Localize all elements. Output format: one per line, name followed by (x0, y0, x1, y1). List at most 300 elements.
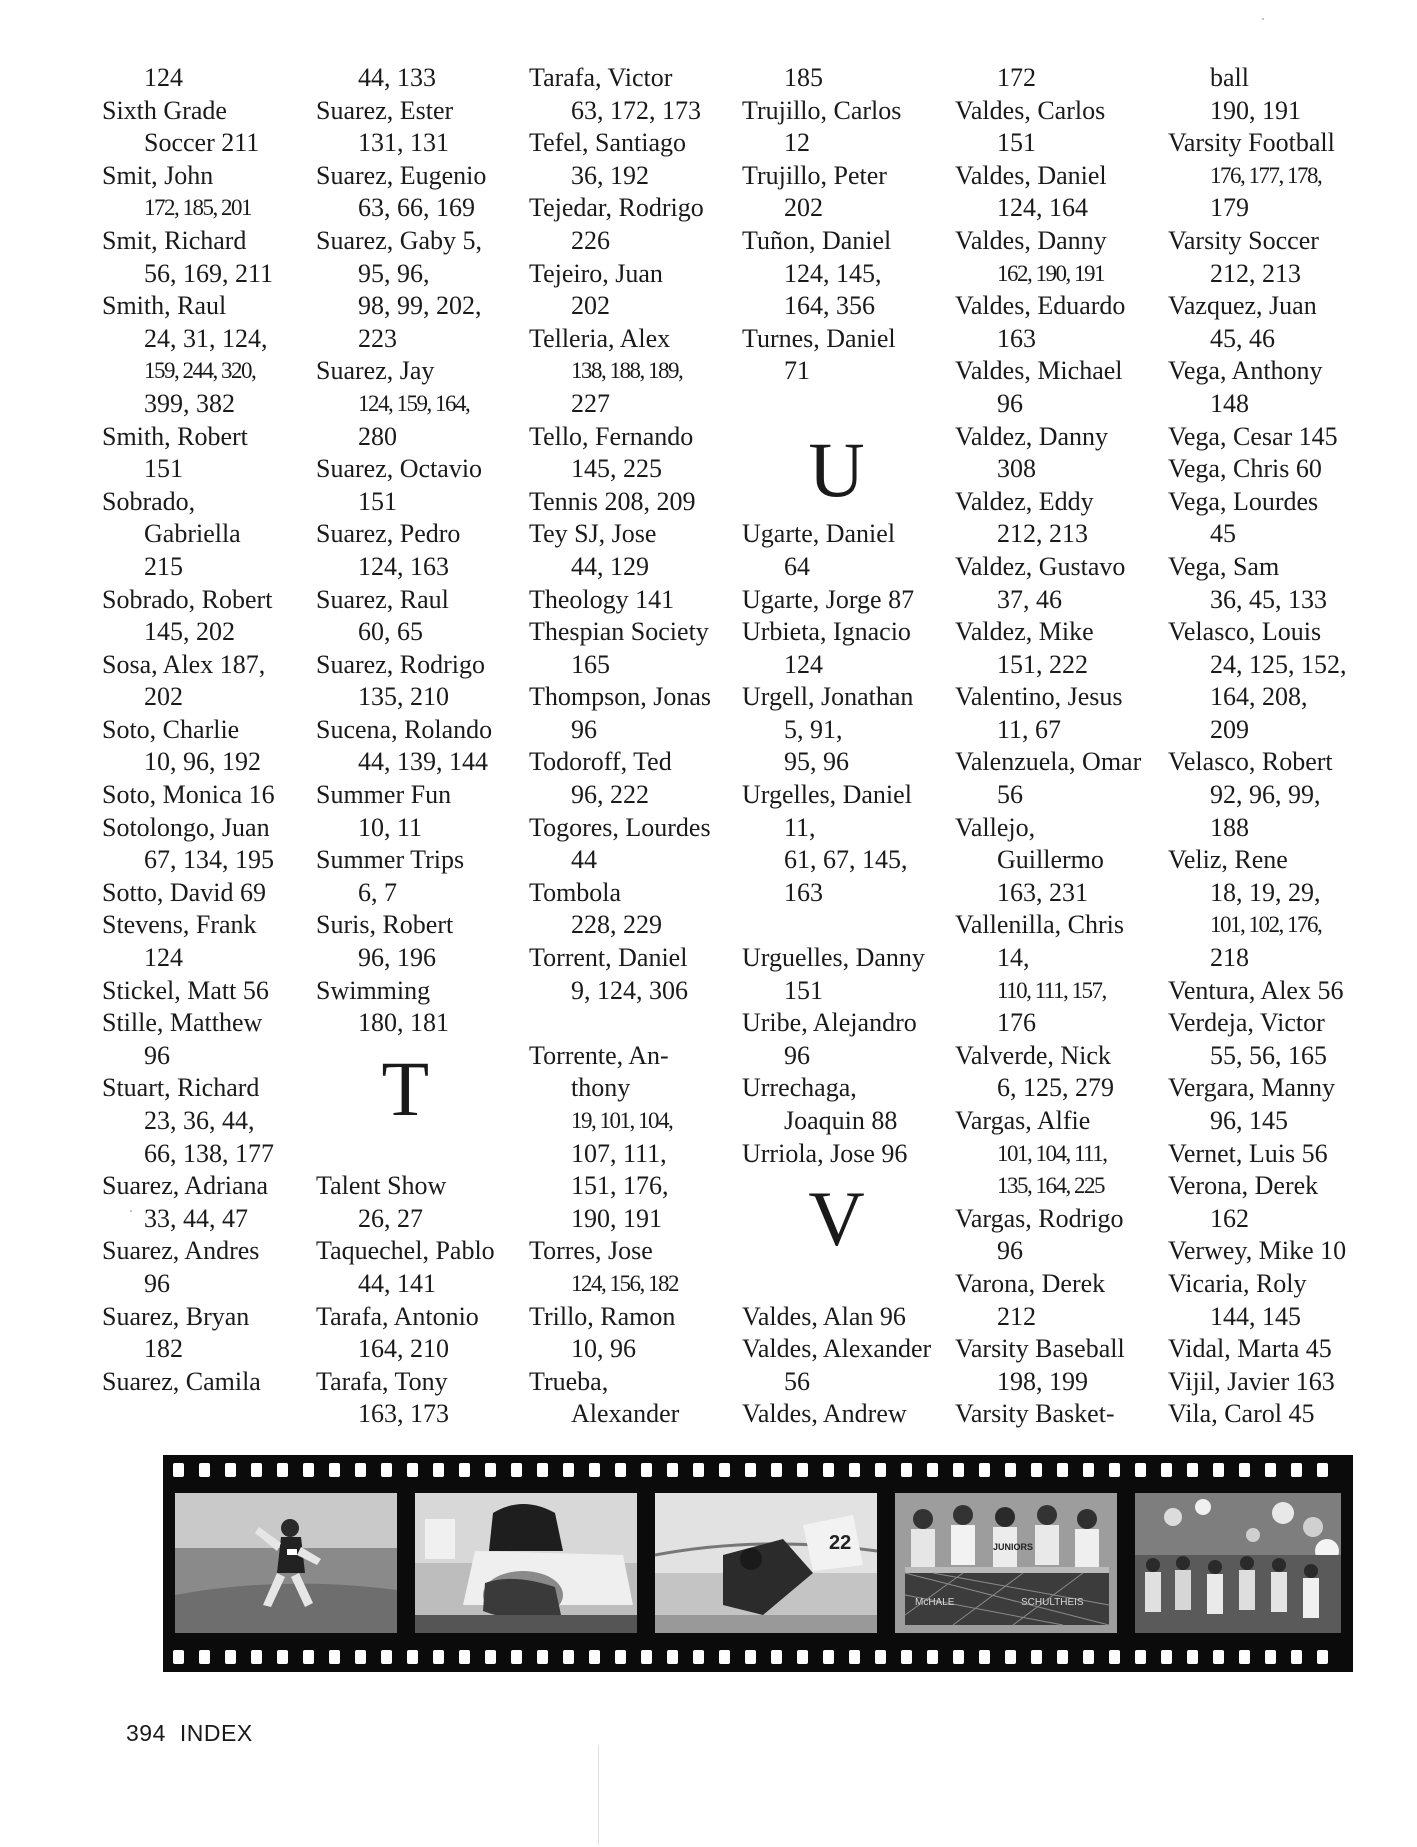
index-entry: Tuñon, Daniel (742, 225, 892, 255)
sprocket-hole (1031, 1650, 1042, 1664)
index-entry: Valdes, Eduardo (955, 291, 1126, 321)
spacer (529, 1007, 711, 1040)
index-entry: Torrent, Daniel (529, 943, 688, 973)
index-page-refs: 24, 125, 152, (1210, 649, 1347, 679)
index-page-refs: 179 (1210, 193, 1249, 223)
index-page-refs: 18, 19, 29, (1210, 877, 1321, 907)
index-page-refs: 9, 124, 306 (571, 975, 688, 1005)
index-entry: Varsity Basket- (955, 1399, 1115, 1429)
index-page-refs: 228, 229 (571, 910, 662, 940)
index-page-refs: 165 (571, 649, 610, 679)
index-entry: Talent Show (316, 1171, 447, 1201)
section-letter: T (381, 1044, 430, 1132)
index-page-refs: 5, 91, (784, 714, 843, 744)
sprocket-hole (615, 1650, 626, 1664)
index-entry: Todoroff, Ted (529, 747, 672, 777)
index-page-refs: 162, 190, 191 (997, 260, 1104, 286)
index-entry: Vallenilla, Chris (955, 910, 1124, 940)
index-entry: Vidal, Marta 45 (1168, 1334, 1332, 1364)
index-entry: Torres, Jose (529, 1236, 653, 1266)
sprocket-hole (849, 1650, 860, 1664)
index-entry: Vargas, Alfie (955, 1106, 1091, 1135)
index-entry: Vega, Cesar 145 (1168, 421, 1338, 451)
index-entry: Valenzuela, Omar (955, 747, 1142, 777)
index-page-refs: 124 (144, 943, 183, 973)
index-entry: Suarez, Gaby 5, (316, 225, 483, 255)
index-entry: Telleria, Alex (529, 323, 671, 353)
sprocket-hole (563, 1650, 574, 1664)
index-entry: Ventura, Alex 56 (1168, 975, 1344, 1005)
index-page-refs: 56, 169, 211 (144, 258, 274, 288)
sprocket-hole (615, 1463, 626, 1477)
index-entry: Suarez, Eugenio (316, 160, 487, 190)
sprocket-hole (745, 1650, 756, 1664)
fold-line (598, 1745, 599, 1845)
index-entry: Tejeiro, Juan (529, 258, 663, 288)
sprocket-hole (537, 1463, 548, 1477)
index-entry: Tefel, Santiago (529, 128, 687, 158)
index-page-refs: 138, 188, 189, (571, 358, 683, 384)
juniors-crowd-photo (895, 1493, 1117, 1633)
index-page-refs: 162 (1210, 1203, 1249, 1233)
index-entry: Smit, John (102, 160, 214, 190)
index-page-refs: 110, 111, 157, (997, 977, 1106, 1003)
index-entry: Valdez, Danny (955, 421, 1109, 451)
index-entry: Trujillo, Carlos (742, 95, 902, 125)
index-page-refs: 98, 99, 202, (358, 291, 482, 321)
index-page-refs: 144, 145 (1210, 1301, 1301, 1331)
index-page-refs: 172, 185, 201 (144, 195, 251, 221)
index-entry: Verdeja, Victor (1168, 1008, 1325, 1038)
index-entry: Ugarte, Daniel (742, 519, 896, 549)
index-entry: Summer Trips (316, 845, 465, 875)
index-entry: Soto, Charlie (102, 714, 240, 744)
sprocket-hole (173, 1463, 184, 1477)
index-entry: Suarez, Pedro (316, 519, 461, 549)
index-page-refs: 96, 196 (358, 943, 436, 973)
index-entry: Tarafa, Tony (316, 1366, 448, 1396)
sprocket-hole (251, 1650, 262, 1664)
index-entry: Smit, Richard (102, 225, 247, 255)
speck-1 (1262, 18, 1264, 20)
sprocket-hole (1161, 1650, 1172, 1664)
index-page-refs: 176 (997, 1008, 1036, 1038)
sprocket-hole (797, 1463, 808, 1477)
index-page-refs: 55, 56, 165 (1210, 1040, 1327, 1070)
index-page-refs: 215 (144, 551, 183, 581)
sprocket-hole (953, 1463, 964, 1477)
index-page-refs: 151 (144, 454, 183, 484)
sprocket-hole (1213, 1650, 1224, 1664)
index-page-refs: 33, 44, 47 (144, 1203, 248, 1233)
sprocket-hole (1239, 1650, 1250, 1664)
index-entry: Vijil, Javier 163 (1168, 1366, 1335, 1396)
spacer (742, 1268, 931, 1301)
index-page-refs: 10, 96 (571, 1334, 636, 1364)
index-page-refs: 163, 231 (997, 877, 1088, 907)
index-page-refs: 198, 199 (997, 1366, 1088, 1396)
index-page-refs: 44 (571, 845, 597, 875)
sprocket-hole (225, 1650, 236, 1664)
sprocket-hole (823, 1463, 834, 1477)
index-page-refs: 96 (997, 388, 1023, 418)
index-page-refs: 172 (997, 63, 1036, 92)
index-entry: Trujillo, Peter (742, 160, 887, 190)
sprocket-hole (641, 1463, 652, 1477)
index-page-refs: 148 (1210, 388, 1249, 418)
index-entry: Suarez, Raul (316, 584, 449, 614)
index-page-refs: 212 (997, 1301, 1036, 1331)
index-page-refs: 145, 202 (144, 617, 235, 647)
index-page-refs: 163 (997, 323, 1036, 353)
index-page-refs: 6, 125, 279 (997, 1073, 1114, 1103)
sprocket-hole (563, 1463, 574, 1477)
sprocket-hole (485, 1463, 496, 1477)
index-entry: Suarez, Jay (316, 356, 435, 386)
index-entry: Valdes, Carlos (955, 95, 1106, 125)
sprocket-hole (537, 1650, 548, 1664)
index-page-refs: 96 (571, 714, 597, 744)
index-entry: Valentino, Jesus (955, 682, 1123, 712)
sprocket-hole (953, 1650, 964, 1664)
index-page-refs: 63, 172, 173 (571, 95, 701, 125)
index-page-refs: 44, 139, 144 (358, 747, 488, 777)
index-page-refs: 308 (997, 454, 1036, 484)
index-entry: Theology 141 (529, 584, 675, 614)
index-page-refs: 12 (784, 128, 810, 158)
index-page-refs: 176, 177, 178, (1210, 162, 1322, 188)
index-entry: Urriola, Jose 96 (742, 1138, 908, 1168)
index-page-refs: 182 (144, 1334, 183, 1364)
sprocket-hole (1057, 1650, 1068, 1664)
index-entry: Summer Fun (316, 780, 452, 810)
index-entry: Suarez, Camila (102, 1366, 261, 1396)
index-entry: Sixth Grade (102, 95, 227, 125)
index-entry: Swimming (316, 975, 431, 1005)
index-page-refs: 44, 129 (571, 551, 649, 581)
juniors-banner-text: JUNIORS (993, 1542, 1034, 1552)
sprocket-hole (1109, 1463, 1120, 1477)
index-entry: Vega, Lourdes (1168, 486, 1319, 516)
sprocket-hole (199, 1463, 210, 1477)
sprocket-hole (1057, 1463, 1068, 1477)
index-entry: Vargas, Rodrigo (955, 1203, 1124, 1233)
sprocket-hole (277, 1463, 288, 1477)
index-page-refs: 218 (1210, 943, 1249, 973)
index-page-refs: Soccer 211 (144, 128, 260, 158)
index-page-refs: 151 (997, 128, 1036, 158)
index-entry: Suarez, Octavio (316, 454, 483, 484)
index-column-2 (316, 62, 495, 1431)
index-page-refs: 124, 145, (784, 258, 882, 288)
sprocket-hole (303, 1463, 314, 1477)
index-entry: Vallejo, (955, 812, 1036, 842)
sprocket-hole (1317, 1463, 1328, 1477)
index-page-refs: 399, 382 (144, 388, 235, 418)
index-entry: Stuart, Richard (102, 1073, 260, 1103)
sprocket-hole (1083, 1463, 1094, 1477)
sprocket-hole (927, 1463, 938, 1477)
index-column-6 (1168, 62, 1347, 1431)
index-page-refs: 164, 210 (358, 1334, 449, 1364)
index-entry: Suarez, Adriana (102, 1171, 269, 1201)
index-page-refs: 280 (358, 421, 397, 451)
index-page-refs: 188 (1210, 812, 1249, 842)
index-page-refs: 135, 210 (358, 682, 449, 712)
index-entry: Valdes, Alan 96 (742, 1301, 906, 1331)
index-entry: Sucena, Rolando (316, 714, 493, 744)
sprocket-hole (251, 1463, 262, 1477)
index-page-refs: 95, 96 (784, 747, 849, 777)
sign-left-text: McHALE (915, 1597, 955, 1608)
sprocket-hole (875, 1650, 886, 1664)
index-entry: Varona, Derek (955, 1268, 1106, 1298)
index-page-refs: 56 (997, 780, 1023, 810)
sprocket-hole (1083, 1650, 1094, 1664)
index-page-refs: 96, 222 (571, 780, 649, 810)
index-page-refs: 212, 213 (997, 519, 1088, 549)
sprocket-hole (1005, 1463, 1016, 1477)
index-entry: Tejedar, Rodrigo (529, 193, 704, 223)
page-footer (126, 1720, 267, 1747)
index-entry: Suarez, Bryan (102, 1301, 250, 1331)
index-entry: Vazquez, Juan (1168, 291, 1317, 321)
index-page-refs: 96, 145 (1210, 1106, 1288, 1135)
index-column-3 (529, 62, 711, 1431)
sprocket-hole (849, 1463, 860, 1477)
jersey-number-text: 22 (829, 1532, 852, 1554)
sprocket-hole (1291, 1650, 1302, 1664)
index-entry: Vergara, Manny (1168, 1073, 1336, 1103)
sprocket-hole (1187, 1650, 1198, 1664)
index-entry: Ugarte, Jorge 87 (742, 584, 915, 614)
index-page-refs: 190, 191 (1210, 95, 1301, 125)
index-entry: Tarafa, Victor (529, 63, 673, 92)
index-entry: Torrente, An- (529, 1040, 669, 1070)
sprocket-hole (1005, 1650, 1016, 1664)
sprocket-hole (589, 1463, 600, 1477)
index-page-refs: thony (571, 1073, 631, 1103)
spacer (742, 909, 931, 942)
index-page-refs: 151, 176, (571, 1171, 669, 1201)
sprocket-hole (511, 1463, 522, 1477)
sprocket-hole (355, 1463, 366, 1477)
sprocket-hole (407, 1463, 418, 1477)
balloons-celebration-photo (1135, 1493, 1341, 1633)
index-entry: Stevens, Frank (102, 910, 257, 940)
index-page-refs: 227 (571, 388, 610, 418)
index-entry: Stickel, Matt 56 (102, 975, 269, 1005)
index-page-refs: 36, 192 (571, 160, 649, 190)
sprocket-hole (381, 1463, 392, 1477)
index-entry: Valdez, Mike (955, 617, 1094, 647)
index-entry: Taquechel, Pablo (316, 1236, 495, 1266)
index-page-refs: 56 (784, 1366, 810, 1396)
index-entry: Sosa, Alex 187, (102, 649, 266, 679)
sprocket-hole (277, 1650, 288, 1664)
sprocket-hole (875, 1463, 886, 1477)
index-entry: Valdes, Daniel (955, 160, 1107, 190)
sprocket-hole (979, 1463, 990, 1477)
index-entry: Valdes, Andrew (742, 1399, 907, 1429)
sprocket-hole (1213, 1463, 1224, 1477)
sprocket-hole (1109, 1650, 1120, 1664)
sprocket-hole (173, 1650, 184, 1664)
index-entry: Vega, Chris 60 (1168, 454, 1322, 484)
index-entry: Verwey, Mike 10 (1168, 1236, 1347, 1266)
sprocket-hole (433, 1463, 444, 1477)
index-page-refs: 124, 156, 182 (571, 1270, 678, 1296)
sprocket-hole (693, 1463, 704, 1477)
index-page-refs: 223 (358, 323, 397, 353)
index-entry: Varsity Football (1168, 128, 1335, 158)
index-entry: Sotto, David 69 (102, 877, 266, 907)
index-page-refs: 190, 191 (571, 1203, 662, 1233)
index-entry: Vicaria, Roly (1168, 1268, 1307, 1298)
index-page-refs: 209 (1210, 714, 1249, 744)
sprocket-hole (1239, 1463, 1250, 1477)
index-page-refs: ball (1210, 63, 1249, 92)
sprocket-hole (1031, 1463, 1042, 1477)
sprocket-hole (589, 1650, 600, 1664)
index-entry: Varsity Baseball (955, 1334, 1125, 1364)
index-page-refs: 202 (571, 291, 610, 321)
index-page-refs: 96 (997, 1236, 1023, 1266)
index-page-refs: Alexander (571, 1399, 680, 1429)
sprocket-hole (927, 1650, 938, 1664)
roller-hockey-goalie-photo (655, 1493, 877, 1633)
index-page-refs: 96 (144, 1268, 170, 1298)
index-page-refs: 163 (784, 877, 823, 907)
photo-filmstrip (163, 1455, 1353, 1672)
sprocket-hole (1291, 1463, 1302, 1477)
index-page-refs: 37, 46 (997, 584, 1062, 614)
index-entry: Tey SJ, Jose (529, 519, 657, 549)
index-entry: Valdez, Eddy (955, 486, 1094, 516)
index-page-refs: 124, 159, 164, (358, 390, 470, 416)
index-entry: Sotolongo, Juan (102, 812, 270, 842)
sprocket-hole (719, 1650, 730, 1664)
spacer (742, 388, 931, 421)
sprocket-hole (459, 1650, 470, 1664)
index-page-refs: 124 (144, 63, 183, 92)
sprocket-hole (1187, 1463, 1198, 1477)
index-entry: Varsity Soccer (1168, 225, 1319, 255)
index-entry: Vega, Sam (1168, 551, 1280, 581)
index-page-refs: 163, 173 (358, 1399, 449, 1429)
index-entry: Soto, Monica 16 (102, 780, 275, 810)
index-page-refs: 96 (784, 1040, 810, 1070)
index-page-refs: Joaquin 88 (784, 1106, 898, 1136)
sprocket-hole (459, 1463, 470, 1477)
index-page-refs: 101, 104, 111, (997, 1140, 1107, 1166)
sprocket-hole (901, 1650, 912, 1664)
index-entry: Urgelles, Daniel (742, 780, 912, 810)
index-entry: Valdes, Michael (955, 356, 1123, 386)
page-number: 394 (126, 1720, 166, 1746)
sprocket-hole (1135, 1463, 1146, 1477)
sprocket-hole (1135, 1650, 1146, 1664)
index-entry: Tennis 208, 209 (529, 486, 696, 516)
index-column-4 (742, 62, 931, 1431)
index-page-refs: 202 (144, 682, 183, 712)
index-page-refs: 24, 31, 124, (144, 323, 268, 353)
section-label: INDEX (179, 1720, 253, 1746)
index-page-refs: Gabriella (144, 519, 241, 549)
sprocket-hole (381, 1650, 392, 1664)
index-page-refs: 71 (784, 356, 810, 386)
sprocket-hole (1265, 1463, 1276, 1477)
speck-2 (130, 1210, 132, 1212)
index-page-refs: 180, 181 (358, 1008, 449, 1038)
index-entry: Vernet, Luis 56 (1168, 1138, 1328, 1168)
index-page-refs: 226 (571, 225, 610, 255)
index-page-refs: 60, 65 (358, 617, 423, 647)
index-page-refs: 212, 213 (1210, 258, 1301, 288)
index-entry: Tarafa, Antonio (316, 1301, 479, 1331)
sprocket-hole (303, 1650, 314, 1664)
index-page-refs: 44, 133 (358, 63, 436, 92)
index-page-refs: 19, 101, 104, (571, 1108, 673, 1133)
sprocket-hole (641, 1650, 652, 1664)
index-entry: Thespian Society (529, 617, 709, 647)
index-page-refs: 151 (358, 486, 397, 516)
index-entry: Vila, Carol 45 (1168, 1399, 1315, 1429)
index-page-refs: 61, 67, 145, (784, 845, 908, 875)
index-page-refs: 101, 102, 176, (1210, 912, 1322, 938)
index-entry: Valdes, Danny (955, 225, 1107, 255)
index-page-refs: Guillermo (997, 845, 1104, 875)
section-letter: U (808, 425, 865, 513)
sprocket-hole (329, 1463, 340, 1477)
sprocket-hole (771, 1463, 782, 1477)
sprocket-hole (901, 1463, 912, 1477)
index-entry: Valverde, Nick (955, 1040, 1111, 1070)
index-page-refs: 63, 66, 169 (358, 193, 475, 223)
index-entry: Vega, Anthony (1168, 356, 1323, 386)
index-page-refs: 67, 134, 195 (144, 845, 274, 875)
index-page-refs: 23, 36, 44, (144, 1106, 255, 1135)
index-page-refs: 10, 11 (358, 812, 423, 842)
index-entry: Verona, Derek (1168, 1171, 1319, 1201)
index-page-refs: 66, 138, 177 (144, 1138, 274, 1168)
index-entry: Suarez, Rodrigo (316, 649, 485, 679)
sign-right-text: SCHULTHEIS (1021, 1597, 1084, 1608)
index-entry: Turnes, Daniel (742, 323, 896, 353)
index-page-refs: 124 (784, 649, 823, 679)
index-page-refs: 36, 45, 133 (1210, 584, 1327, 614)
sprocket-hole (719, 1463, 730, 1477)
index-page-refs: 6, 7 (358, 877, 397, 907)
sprocket-hole (745, 1463, 756, 1477)
index-page-refs: 164, 208, (1210, 682, 1308, 712)
index-page-refs: 159, 244, 320, (144, 358, 256, 384)
sprocket-hole (693, 1650, 704, 1664)
index-page-refs: 151 (784, 975, 823, 1005)
index-entry: Smith, Robert (102, 421, 248, 451)
index-entry: Urgell, Jonathan (742, 682, 914, 712)
index-page-refs: 64 (784, 551, 810, 581)
index-page-refs: 124, 164 (997, 193, 1088, 223)
sprocket-hole (355, 1650, 366, 1664)
index-entry: Uribe, Alejandro (742, 1008, 917, 1038)
index-entry: Suarez, Andres (102, 1236, 260, 1266)
sprocket-hole (823, 1650, 834, 1664)
index-page-refs: 10, 96, 192 (144, 747, 261, 777)
sprocket-hole (1161, 1463, 1172, 1477)
sprocket-hole (1317, 1650, 1328, 1664)
sprocket-hole (407, 1650, 418, 1664)
